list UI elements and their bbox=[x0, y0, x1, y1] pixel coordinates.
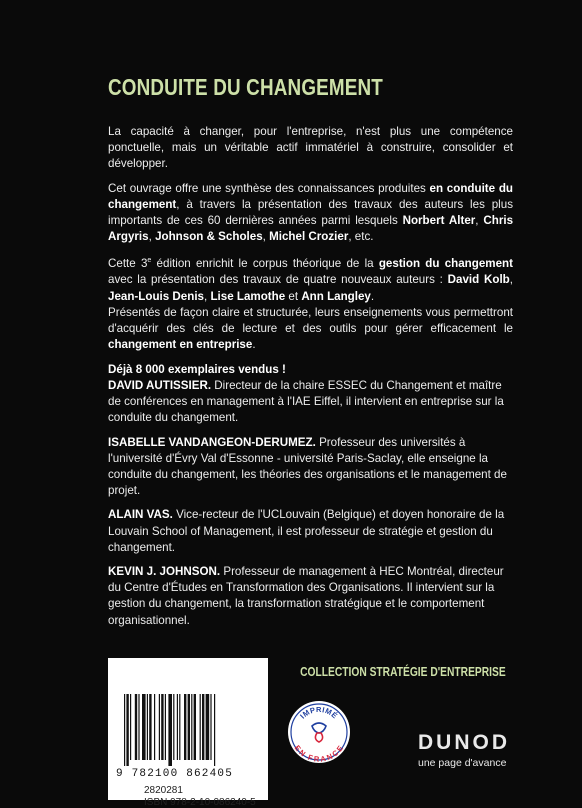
teachings-paragraph: Présentés de façon claire et structurée, leurs enseignements vous permettront d'acquérir des clés de lecture et des outils pour gérer efficacement le changement en entreprise. bbox=[108, 305, 513, 352]
intro-paragraph: La capacité à changer, pour l'entreprise, n'est plus une compétence ponctuelle, mais un véritable actif immatériel à construire, consolider et développer. bbox=[108, 125, 513, 171]
author-bio: DAVID AUTISSIER. Directeur de la chaire ESSEC du Changement et maître de conférences en management à l'IAE Eiffel, il intervient en entreprise sur la conduite du changement. bbox=[108, 379, 504, 425]
publisher-logo: DUNOD bbox=[418, 731, 510, 754]
badge-bottom-text: EN FRANCE bbox=[292, 743, 346, 764]
printed-in-france-badge-icon bbox=[287, 700, 351, 764]
author-bio: KEVIN J. JOHNSON. Professeur de management à HEC Montréal, directeur du Centre d'Études en Transformation des Organisations. Il intervient sur la gestion du changement, la transformation stratégique et le comportement organisationnel. bbox=[108, 565, 504, 627]
collection-label: COLLECTION STRATÉGIE D'ENTREPRISE bbox=[300, 665, 506, 679]
synthesis-paragraph: Cet ouvrage offre une synthèse des connaissances produites en conduite du changement, à travers la présentation des travaux des auteurs les plus importants de ces 60 dernières années parmi lesquels Norbert Alter, Chris Argyris, Johnson & Scholes, Michel Crozier, etc. bbox=[108, 181, 514, 244]
sales-claim: Déjà 8 000 exemplaires vendus ! bbox=[108, 362, 286, 376]
publisher-tagline: une page d'avance bbox=[418, 757, 507, 769]
barcode-digits: 9 782100 862405 bbox=[116, 768, 234, 780]
author-bio: ALAIN VAS. Vice-recteur de l'UCLouvain (Belgique) et doyen honoraire de la Louvain School of Management, il est professeur de stratégie et gestion du changement. bbox=[108, 508, 505, 554]
badge-top-text: IMPRIMÉ bbox=[298, 705, 340, 721]
description bbox=[108, 124, 513, 386]
author-bios bbox=[108, 378, 513, 637]
book-title: CONDUITE DU CHANGEMENT bbox=[108, 74, 383, 100]
edition-paragraph: Cette 3e édition enrichit le corpus théorique de la gestion du changement avec la présentation des travaux de quatre nouveaux auteurs : David Kolb, Jean-Louis Denis, Lise Lamothe et Ann Langley. bbox=[108, 257, 513, 303]
author-name: KEVIN J. JOHNSON. bbox=[108, 565, 221, 579]
author-name: ALAIN VAS. bbox=[108, 508, 173, 522]
author-bio: ISABELLE VANDANGEON-DERUMEZ. Professeur des universités à l'université d'Évry Val d'Essonne - université Paris-Saclay, elle enseigne la conduite du changement, les théories des organisations et le management de projet. bbox=[108, 435, 507, 498]
author-name: ISABELLE VANDANGEON-DERUMEZ. bbox=[108, 435, 316, 449]
barcode-icon bbox=[122, 694, 254, 766]
author-name: DAVID AUTISSIER. bbox=[108, 379, 212, 392]
reference-number: 2820281 bbox=[144, 785, 183, 796]
barcode-panel bbox=[108, 658, 268, 808]
isbn-number: ISBN 978-2-10-086240-5 bbox=[144, 797, 256, 808]
